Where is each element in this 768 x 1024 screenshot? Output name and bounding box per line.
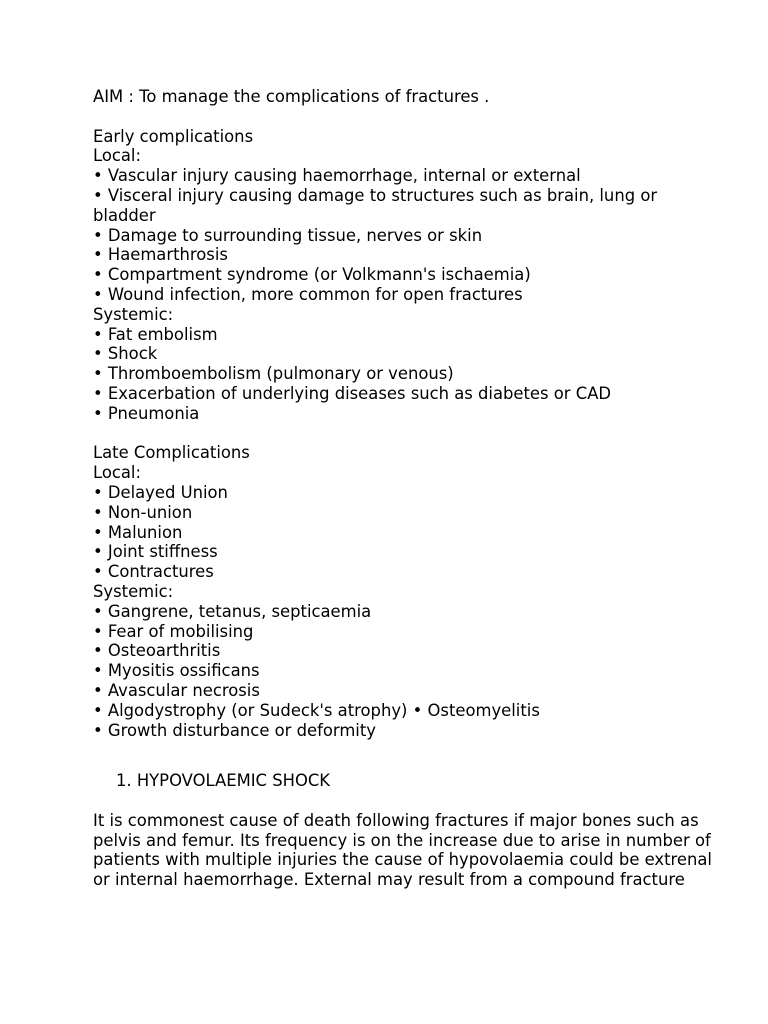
early-local-item: • Haemarthrosis [93,245,228,265]
late-systemic-item: • Algodystrophy (or Sudeck's atrophy) • Osteomyelitis [93,700,540,720]
late-systemic-item: • Osteoarthritis [93,641,221,661]
early-systemic-item: • Shock [93,344,158,364]
early-complications-title: Early complications [93,126,254,146]
late-local-label: Local: [93,463,142,483]
late-local-item: • Contractures [93,562,214,582]
late-systemic-item: • Growth disturbance or deformity [93,720,376,740]
late-local-item: • Malunion [93,522,183,542]
early-systemic-item: • Pneumonia [93,403,200,423]
late-local-item: • Delayed Union [93,482,228,502]
late-local-item: • Joint stiffness [93,542,218,562]
late-systemic-label: Systemic: [93,581,174,601]
spacer [93,107,733,127]
early-local-item: • Damage to surrounding tissue, nerves or skin [93,225,483,245]
spacer [93,740,733,771]
late-systemic-item: • Gangrene, tetanus, septicaemia [93,601,372,621]
spacer [93,791,733,811]
early-systemic-label: Systemic: [93,304,174,324]
early-local-item: • Vascular injury causing haemorrhage, internal or external [93,166,581,186]
early-systemic-item: • Exacerbation of underlying diseases such as diabetes or CAD [93,383,612,403]
late-systemic-item: • Avascular necrosis [93,680,260,700]
early-local-item: • Compartment syndrome (or Volkmann's ischaemia) [93,265,531,285]
late-local-item: • Non-union [93,502,193,522]
late-systemic-item: • Myositis ossificans [93,661,260,681]
late-complications-title: Late Complications [93,443,250,463]
late-systemic-item: • Fear of mobilising [93,621,254,641]
early-local-item: • Wound infection, more common for open fractures [93,284,523,304]
early-local-item: • Visceral injury causing damage to structures such as brain, lung or bladder [93,185,658,225]
spacer [93,424,733,444]
early-systemic-item: • Fat embolism [93,324,218,344]
early-systemic-item: • Thromboembolism (pulmonary or venous) [93,364,454,384]
document-body [93,87,733,890]
aim-line: AIM : To manage the complications of fractures . [93,87,490,106]
early-local-label: Local: [93,146,142,166]
section-paragraph: It is commonest cause of death following fractures if major bones such as pelvis and femur. Its frequency is on the increase due to arise in number of patients with multiple injuries the cause of hypovolaemia could be extrenal or internal haemorrhage. External may result from a compound fracture [93,810,712,890]
section-heading-hypovolaemic-shock: 1. HYPOVOLAEMIC SHOCK [116,771,331,791]
